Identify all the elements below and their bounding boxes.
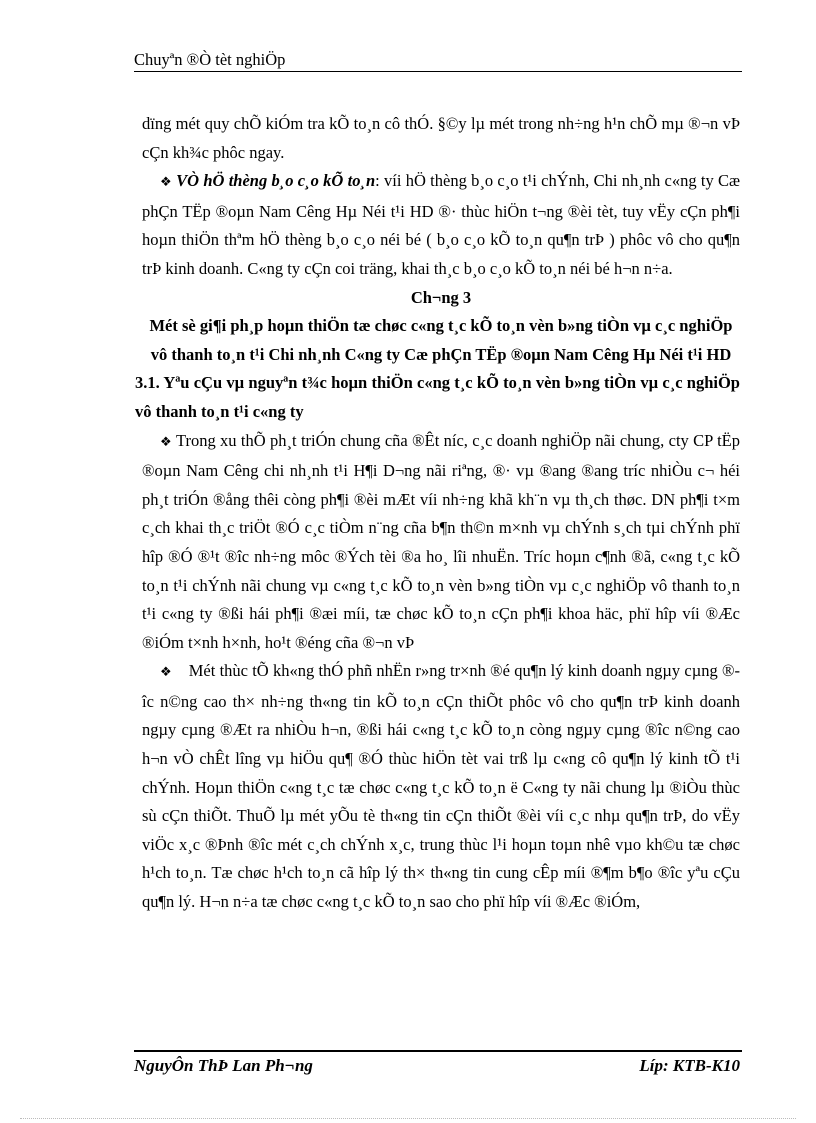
paragraph-development <box>142 427 740 658</box>
paragraph-lead: VÒ hÖ thèng b¸o c¸o kÕ to¸n <box>176 171 376 191</box>
section-heading: 3.1. Yªu cÇu vµ nguyªn t¾c hoµn thiÖn c«ng t¸c kÕ to¸n vèn b»ng tiÒn vµ c¸c nghiÖp vô thanh to¸n t¹i c«ng ty <box>135 373 740 421</box>
chapter-number: Ch¬ng 3 <box>410 287 472 307</box>
diamond-bullet-icon: ❖ <box>160 665 172 681</box>
page-header: Chuyªn ®Ò tèt nghiÖp <box>134 50 286 69</box>
paragraph-management <box>142 657 740 916</box>
footer-divider <box>134 1050 742 1052</box>
chapter-title: Mét sè gi¶i ph¸p hoµn thiÖn tæ chøc c«ng t¸c kÕ to¸n vèn b»ng tiÒn vµ c¸c nghiÖp vô thanh to¸n t¹i Chi nh¸nh C«ng ty Cæ phÇn TËp ®oµn Nam Cêng Hµ Néi t¹i HD <box>149 316 733 364</box>
paragraph-text: Mét thùc tÕ kh«ng thÓ phñ nhËn r»ng tr×nh ®é qu¶n lý kinh doanh ngµy cµng ®îc n©ng cao th× nh÷ng th«ng tin kÕ to¸n cÇn thiÕt phôc vô cho qu¶n trÞ kinh doanh ngµy cµng ®Æt ra nhiÒu h¬n, ®ßi hái c«ng t¸c kÕ to¸n còng ngµy cµng ®îc n©ng cao h¬n vÒ chÊt lîng vµ hiÖu qu¶ ®Ó thùc hiÖn tèt vai trß lµ c«ng cô qu¶n lý kinh tÕ t¹i chÝnh. Hoµn thiÖn c«ng t¸c tæ chøc c«ng t¸c kÕ to¸n ë C«ng ty nãi chung lµ ®iÒu thùc sù cÇn thiÕt. ThuÕ lµ mét yÕu tè th«ng tin cÇn thiÕt ®èi víi c¸c nhµ qu¶n trÞ, do vËy viÖc x¸c ®Þnh ®îc mét c¸ch chÝnh x¸c, trung thùc l¹i hoµn toµn nhê vµo kh©u tæ chøc h¹ch to¸n. Tæ chøc h¹ch to¸n cã hîp lý th× th«ng tin cung cÊp míi ®¶m b¶o ®îc yªu cÇu qu¶n lý. H¬n n÷a tæ chøc c«ng t¸c kÕ to¸n sao cho phï hîp víi ®Æc ®iÓm, <box>142 661 741 912</box>
page-bottom-border <box>20 1118 796 1119</box>
paragraph-1: dïng mét quy chÕ kiÓm tra kÕ to¸n cô thÓ. §©y lµ mét trong nh÷ng h¹n chÕ mµ ®¬n vÞ cÇn kh¾c phôc ngay. <box>142 114 740 162</box>
paragraph-text: Trong xu thÕ ph¸t triÓn chung cña ®Êt níc, c¸c doanh nghiÖp nãi chung, cty CP tËp ®oµn Nam Cêng chi nh¸nh t¹i H¶i D¬ng nãi riªng, ®· vµ ®ang ®ang tríc nhiÒu c¬ héi ph¸t triÓn ®ång thêi còng ph¶i ®èi mÆt víi nh÷ng khã kh¨n vµ th¸ch thøc. DN ph¶i t×m c¸ch khai th¸c triÖt ®Ó c¸c tiÒm n¨ng cña b¶n th©n m×nh vµ chÝnh s¸ch tµi chÝnh phï hîp ®Ó ®¹t ®îc nh÷ng môc ®Ých tèi ®a ho¸ lîi nhuËn. Tríc hoµn c¶nh ®ã, c«ng t¸c kÕ to¸n t¹i chÝnh nãi chung vµ c«ng t¸c kÕ to¸n vèn b»ng tiÒn vµ c¸c nghiÖp vô thanh to¸n t¹i c«ng ty ®ßi hái ph¶i ®æi míi, tæ chøc kÕ to¸n cÇn ph¶i khoa häc, phï hîp víi ®Æc ®iÓm t×nh h×nh, ho¹t ®éng cña ®¬n vÞ <box>142 430 740 652</box>
footer-class: Líp: KTB-K10 <box>639 1056 740 1075</box>
diamond-bullet-icon: ❖ <box>160 434 172 450</box>
footer-author: NguyÔn ThÞ Lan Ph¬ng <box>134 1056 313 1075</box>
diamond-bullet-icon: ❖ <box>160 175 172 191</box>
document-body <box>135 110 741 917</box>
paragraph-text: : víi hÖ thèng b¸o c¸o t¹i chÝnh, Chi nh¸nh c«ng ty Cæ phÇn TËp ®oµn Nam Cêng Hµ Néi t¹i HD ®· thùc hiÖn t¬ng ®èi tèt, tuy vËy cÇn ph¶i hoµn thiÖn thªm hÖ thèng b¸o c¸o néi bé ( b¸o c¸o kÕ to¸n qu¶n trÞ ) phôc vô cho qu¶n trÞ kinh doanh. C«ng ty cÇn coi träng, khai th¸c b¸o c¸o kÕ to¸n néi bé h¬n n÷a. <box>142 171 741 278</box>
paragraph-report-system <box>142 167 740 283</box>
header-divider <box>134 71 742 72</box>
